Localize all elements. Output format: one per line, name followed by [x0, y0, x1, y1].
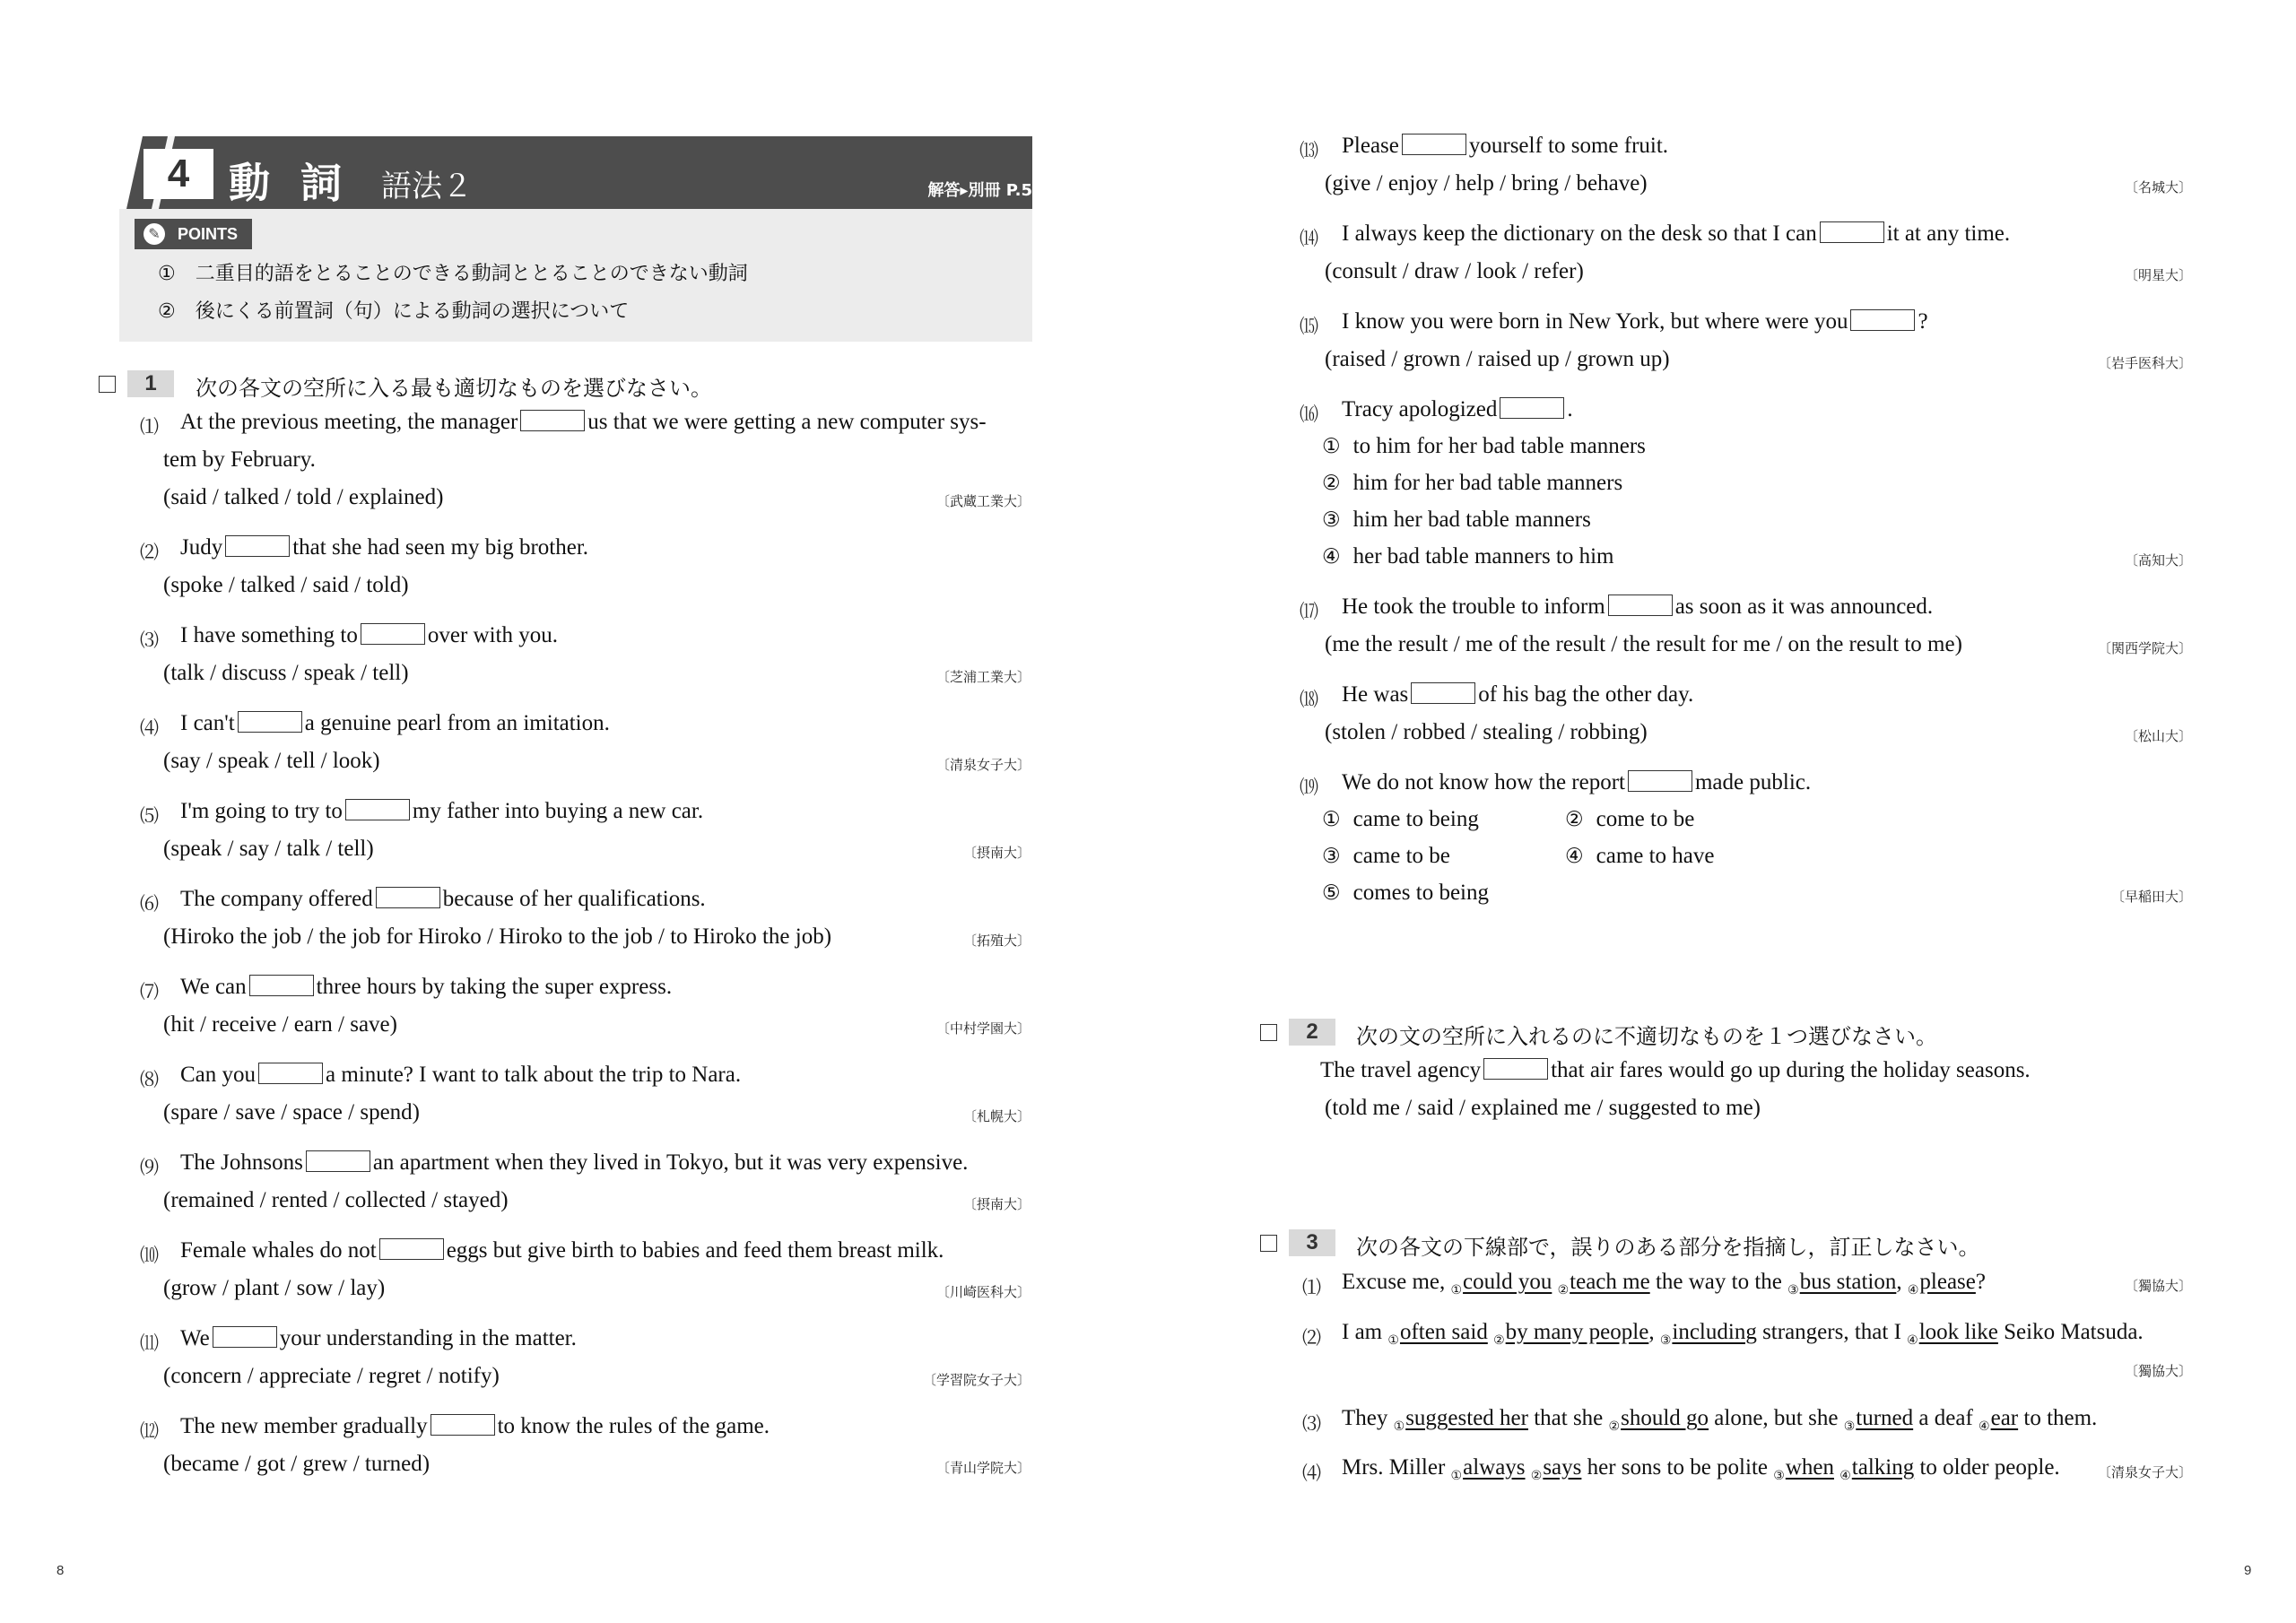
point-item-1: ① 二重目的語をとることのできる動詞ととることのできない動詞: [158, 263, 748, 285]
answer-blank[interactable]: [1402, 134, 1466, 155]
q9-source: 〔摂南大〕: [962, 1196, 1031, 1212]
q1-number: ⑴: [140, 416, 159, 438]
s3-q1-text: Excuse me, $_①$could you $_②$teach me the way to the $_③$bus station, $_④$please?: [1342, 1270, 1986, 1298]
q12-number: ⑿: [140, 1420, 159, 1442]
q1-source: 〔武蔵工業大〕: [935, 493, 1031, 509]
q1-text-cont: tem by February.: [163, 447, 316, 472]
q14-source: 〔明星大〕: [2124, 267, 2192, 283]
q1-options: (said / talked / told / explained): [163, 485, 444, 509]
q16-text: Tracy apologized .: [1342, 397, 1573, 421]
q3-source: 〔芝浦工業大〕: [935, 669, 1031, 685]
q5-source: 〔摂南大〕: [962, 845, 1031, 861]
q17-text: He took the trouble to inform as soon as it was announced.: [1342, 595, 1934, 619]
answer-blank[interactable]: [1628, 770, 1692, 792]
q3-number: ⑶: [140, 629, 159, 651]
q17-source: 〔関西学院大〕: [2097, 640, 2192, 656]
section-2-checkbox[interactable]: [1260, 1024, 1277, 1041]
q14-text: I always keep the dictionary on the desk so that I can it at any time.: [1342, 221, 2011, 246]
q19-choice-2: ② come to be: [1565, 807, 1695, 831]
q2-options: (spoke / talked / said / told): [163, 573, 409, 597]
q5-text: I'm going to try to my father into buying a new car.: [180, 799, 704, 823]
q16-number: ⒃: [1300, 404, 1318, 425]
answer-blank[interactable]: [1850, 309, 1915, 331]
q6-source: 〔拓殖大〕: [962, 933, 1031, 949]
q1-text: At the previous meeting, the manager us that we were getting a new computer sys-: [180, 410, 987, 434]
q18-options: (stolen / robbed / stealing / robbing): [1325, 720, 1648, 744]
q18-number: ⒅: [1300, 689, 1318, 710]
q11-options: (concern / appreciate / regret / notify): [163, 1364, 500, 1388]
q7-text: We can three hours by taking the super express.: [180, 975, 673, 999]
q4-number: ⑷: [140, 717, 159, 739]
q4-source: 〔清泉女子大〕: [935, 757, 1031, 773]
section-1-number: 1: [127, 370, 174, 397]
q6-number: ⑹: [140, 893, 159, 915]
s3-q3-number: ⑶: [1302, 1413, 1321, 1435]
section-1-checkbox[interactable]: [99, 376, 116, 393]
s3-q2-source: 〔獨協大〕: [2124, 1363, 2192, 1379]
q15-number: ⒂: [1300, 316, 1318, 337]
answer-blank[interactable]: [345, 799, 410, 820]
point-item-2: ② 後にくる前置詞（句）による動詞の選択について: [158, 300, 630, 323]
q18-source: 〔松山大〕: [2124, 728, 2192, 744]
q16-choice-4: ④ her bad table manners to him: [1322, 544, 1614, 568]
q17-options: (me the result / me of the result / the result for me / on the result to me): [1325, 632, 1962, 656]
chapter-title: 動詞: [229, 159, 372, 207]
q13-options: (give / enjoy / help / bring / behave): [1325, 171, 1648, 195]
chapter-number: 4: [144, 149, 213, 199]
q2-number: ⑵: [140, 542, 159, 563]
q4-options: (say / speak / tell / look): [163, 749, 380, 773]
q16-source: 〔高知大〕: [2124, 552, 2192, 568]
section-2-text: The travel agency that air fares would go up during the holiday seasons.: [1320, 1058, 2031, 1082]
answer-blank[interactable]: [376, 887, 440, 908]
s3-q2-text: I am $_①$often said $_②$by many people, $_③$including strangers, that I $_④$look like Seiko Matsuda.: [1342, 1320, 2144, 1348]
answer-blank[interactable]: [1820, 221, 1884, 243]
answer-blank[interactable]: [258, 1063, 323, 1084]
chapter-subtitle: 語法２: [381, 169, 473, 204]
pencil-icon: ✎: [144, 223, 165, 245]
section-3-instruction: 次の各文の下線部で，誤りのある部分を指摘し，訂正しなさい。: [1356, 1235, 1980, 1260]
answer-blank[interactable]: [430, 1414, 495, 1436]
q16-choice-3: ③ him her bad table manners: [1322, 508, 1591, 532]
q15-options: (raised / grown / raised up / grown up): [1325, 347, 1670, 371]
q17-number: ⒄: [1300, 601, 1318, 622]
section-1-instruction: 次の各文の空所に入る最も適切なものを選びなさい。: [196, 376, 712, 401]
q11-text: We your understanding in the matter.: [180, 1326, 577, 1350]
q16-choice-1: ① to him for her bad table manners: [1322, 434, 1646, 458]
q14-options: (consult / draw / look / refer): [1325, 259, 1584, 283]
s3-q4-number: ⑷: [1302, 1462, 1321, 1484]
answer-blank[interactable]: [379, 1238, 444, 1260]
q12-text: The new member gradually to know the rules of the game.: [180, 1414, 770, 1438]
q6-text: The company offered because of her qualifications.: [180, 887, 706, 911]
q2-text: Judy that she had seen my big brother.: [180, 535, 589, 560]
q19-source: 〔早稲田大〕: [2110, 889, 2192, 905]
q8-options: (spare / save / space / spend): [163, 1100, 420, 1124]
q12-options: (became / got / grew / turned): [163, 1452, 430, 1476]
q11-number: ⑾: [140, 1332, 159, 1354]
q6-options: (Hiroko the job / the job for Hiroko / Hiroko to the job / to Hiroko the job): [163, 924, 832, 949]
q19-choice-5: ⑤ comes to being: [1322, 881, 1489, 905]
page-number-right: 9: [2244, 1563, 2252, 1578]
q9-number: ⑼: [140, 1157, 159, 1178]
answer-blank[interactable]: [249, 975, 314, 996]
q8-number: ⑻: [140, 1069, 159, 1090]
q19-choice-1: ① came to being: [1322, 807, 1479, 831]
s3-q1-source: 〔獨協大〕: [2124, 1278, 2192, 1294]
q10-options: (grow / plant / sow / lay): [163, 1276, 386, 1300]
q15-source: 〔岩手医科大〕: [2097, 355, 2192, 371]
q10-source: 〔川崎医科大〕: [935, 1284, 1031, 1300]
q12-source: 〔青山学院大〕: [935, 1460, 1031, 1476]
q11-source: 〔学習院女子大〕: [922, 1372, 1031, 1388]
answer-blank[interactable]: [238, 711, 302, 733]
answer-reference: 解答▸別冊 P.5: [927, 181, 1032, 200]
s3-q4-source: 〔清泉女子大〕: [2097, 1464, 2192, 1480]
page-number-left: 8: [57, 1563, 65, 1578]
q16-choice-2: ② him for her bad table manners: [1322, 471, 1623, 495]
answer-blank[interactable]: [213, 1326, 277, 1348]
q7-source: 〔中村学園大〕: [935, 1020, 1031, 1037]
section-2-options: (told me / said / explained me / suggested to me): [1325, 1096, 1761, 1120]
section-3-checkbox[interactable]: [1260, 1235, 1277, 1252]
s3-q4-text: Mrs. Miller $_①$always $_②$says her sons to be polite $_③$when $_④$talking to older people.: [1342, 1455, 2060, 1483]
section-3-number: 3: [1289, 1229, 1335, 1256]
q19-number: ⒆: [1300, 777, 1318, 798]
q5-options: (speak / say / talk / tell): [163, 837, 374, 861]
s3-q1-number: ⑴: [1302, 1277, 1321, 1298]
points-badge: POINTS: [135, 219, 252, 249]
q5-number: ⑸: [140, 805, 159, 827]
q19-choice-3: ③ came to be: [1322, 844, 1450, 868]
s3-q2-number: ⑵: [1302, 1327, 1321, 1349]
s3-q3-text: They $_①$suggested her that she $_②$should go alone, but she $_③$turned a deaf $_④$ear to them.: [1342, 1406, 2098, 1434]
answer-blank[interactable]: [361, 623, 425, 645]
answer-blank[interactable]: [1608, 595, 1673, 616]
q9-text: The Johnsons an apartment when they lived in Tokyo, but it was very expensive.: [180, 1150, 969, 1175]
q19-text: We do not know how the report made public.: [1342, 770, 1812, 794]
q7-number: ⑺: [140, 981, 159, 1002]
q8-text: Can you a minute? I want to talk about the trip to Nara.: [180, 1063, 742, 1087]
q18-text: He was of his bag the other day.: [1342, 682, 1694, 707]
q13-text: Please yourself to some fruit.: [1342, 134, 1669, 158]
section-2-instruction: 次の文の空所に入れるのに不適切なものを１つ選びなさい。: [1356, 1024, 1937, 1049]
q13-source: 〔名城大〕: [2124, 179, 2192, 195]
answer-blank[interactable]: [306, 1150, 370, 1172]
q4-text: I can't a genuine pearl from an imitation.: [180, 711, 610, 735]
q3-options: (talk / discuss / speak / tell): [163, 661, 409, 685]
answer-blank[interactable]: [1411, 682, 1475, 704]
q10-text: Female whales do not eggs but give birth to babies and feed them breast milk.: [180, 1238, 944, 1263]
q15-text: I know you were born in New York, but where were you ?: [1342, 309, 1928, 334]
answer-blank[interactable]: [1500, 397, 1564, 419]
answer-blank[interactable]: [225, 535, 290, 557]
answer-blank[interactable]: [520, 410, 585, 431]
q14-number: ⒁: [1300, 228, 1318, 249]
q10-number: ⑽: [140, 1245, 159, 1266]
q13-number: ⒀: [1300, 140, 1318, 161]
q9-options: (remained / rented / collected / stayed): [163, 1188, 509, 1212]
q8-source: 〔札幌大〕: [962, 1108, 1031, 1124]
q19-choice-4: ④ came to have: [1565, 844, 1715, 868]
q7-options: (hit / receive / earn / save): [163, 1012, 397, 1037]
section-2-number: 2: [1289, 1019, 1335, 1046]
answer-blank[interactable]: [1483, 1058, 1548, 1080]
q3-text: I have something to over with you.: [180, 623, 559, 647]
